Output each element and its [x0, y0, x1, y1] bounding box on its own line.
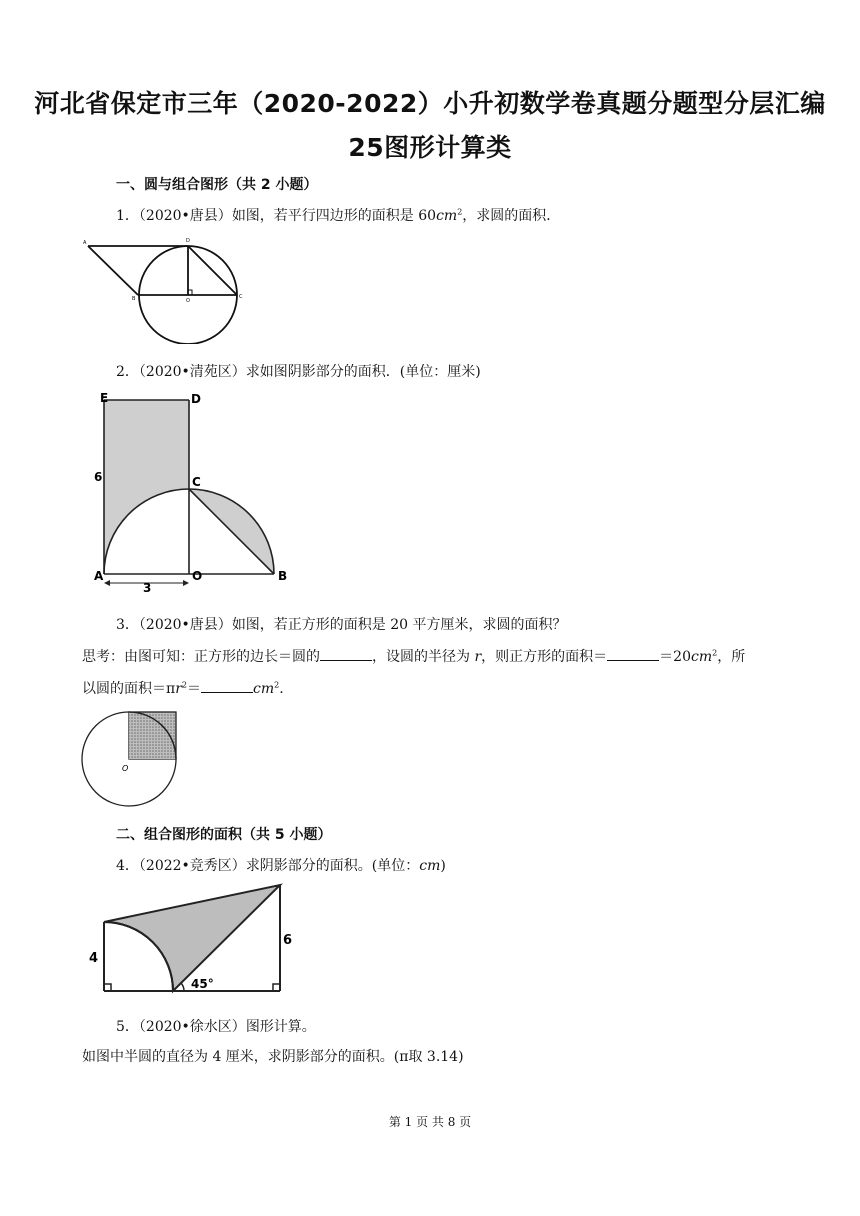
label-D: D: [191, 392, 201, 406]
question-text: 图形计算。: [245, 1019, 316, 1035]
variable-r: r: [175, 681, 182, 697]
question-number: 5．: [116, 1019, 139, 1035]
think-text: 以圆的面积＝π: [82, 681, 176, 697]
figure-q3-circle-square: [80, 708, 184, 812]
page-footer: 第 1 页 共 8 页: [388, 1115, 472, 1129]
label-E: E: [100, 391, 109, 405]
think-text: ，设圆的半径为: [372, 649, 475, 665]
question-source: （2020•徐水区）: [138, 1019, 246, 1035]
question-source: （2022•竞秀区）: [138, 858, 246, 874]
label-O: O: [186, 298, 190, 304]
section-heading-2: 二、组合图形的面积（共 5 小题）: [116, 827, 332, 843]
label-A: A: [94, 569, 104, 583]
unit-exponent: 2: [274, 680, 280, 690]
answer-blank[interactable]: [607, 647, 659, 661]
exponent: 2: [181, 680, 187, 690]
question-2: [116, 361, 481, 381]
figure-q4-quarter-circle: [86, 880, 296, 996]
unit-text: cm: [253, 681, 275, 697]
question-text: 求如图阴影部分的面积．(单位：厘米): [245, 364, 481, 380]
section-heading-1: 一、圆与组合图形（共 2 小题）: [116, 177, 318, 193]
label-six: 6: [94, 470, 103, 484]
question-5-detail: 如图中半圆的直径为 4 厘米，求阴影部分的面积。(π取 3.14): [82, 1049, 464, 1065]
question-source: （2020•清苑区）: [138, 364, 246, 380]
question-number: 1．: [116, 208, 139, 224]
label-B: B: [132, 296, 136, 302]
label-C: C: [239, 294, 243, 300]
answer-blank[interactable]: [320, 647, 372, 661]
unit-text: cm: [419, 858, 441, 874]
document-title: 河北省保定市三年（2020-2022）小升初数学卷真题分题型分层汇编: [34, 89, 826, 118]
think-line-1: [82, 646, 745, 666]
think-text: ，则正方形的面积＝: [481, 649, 608, 665]
think-text: ＝20: [659, 649, 691, 665]
question-text: 如图，若正方形的面积是 20 平方厘米，求圆的面积？: [231, 617, 567, 633]
question-text: 如图，若平行四边形的面积是 60: [231, 208, 437, 224]
answer-blank[interactable]: [201, 679, 253, 693]
label-A: A: [83, 240, 87, 246]
question-text-end: ，求圆的面积．: [462, 208, 561, 224]
question-number: 2．: [116, 364, 139, 380]
document-subtitle: 25图形计算类: [348, 133, 512, 162]
label-B: B: [278, 569, 288, 583]
figure-q2-rectangle-semicircle: [88, 390, 298, 596]
unit-text: cm: [690, 649, 713, 665]
unit-exponent: 2: [712, 648, 718, 658]
question-5: [116, 1016, 316, 1036]
label-C: C: [192, 475, 201, 489]
think-text: ，所: [717, 649, 746, 665]
think-text: ＝: [187, 681, 201, 697]
label-six: 6: [283, 933, 293, 948]
label-O: O: [192, 569, 203, 583]
label-four: 4: [89, 951, 99, 966]
question-number: 4．: [116, 858, 139, 874]
think-line-2: [82, 678, 284, 698]
unit-text: cm: [436, 208, 458, 224]
think-text: .: [279, 681, 284, 697]
label-O: O: [122, 764, 129, 773]
question-text: 求阴影部分的面积。(单位：: [245, 858, 420, 874]
question-1: [116, 205, 560, 225]
unit-exponent: 2: [457, 207, 463, 217]
question-text-end: ): [440, 858, 446, 874]
label-three: 3: [143, 581, 152, 595]
question-source: （2020•唐县）: [138, 208, 232, 224]
variable-r: r: [474, 649, 482, 665]
label-D: D: [186, 238, 190, 244]
question-source: （2020•唐县）: [138, 617, 232, 633]
label-angle-45: 45°: [191, 977, 214, 991]
question-3: [116, 614, 567, 634]
think-text: 思考：由图可知：正方形的边长＝圆的: [82, 649, 320, 665]
figure-q1-parallelogram-circle: [82, 232, 252, 344]
question-number: 3．: [116, 617, 139, 633]
question-4: [116, 855, 446, 875]
